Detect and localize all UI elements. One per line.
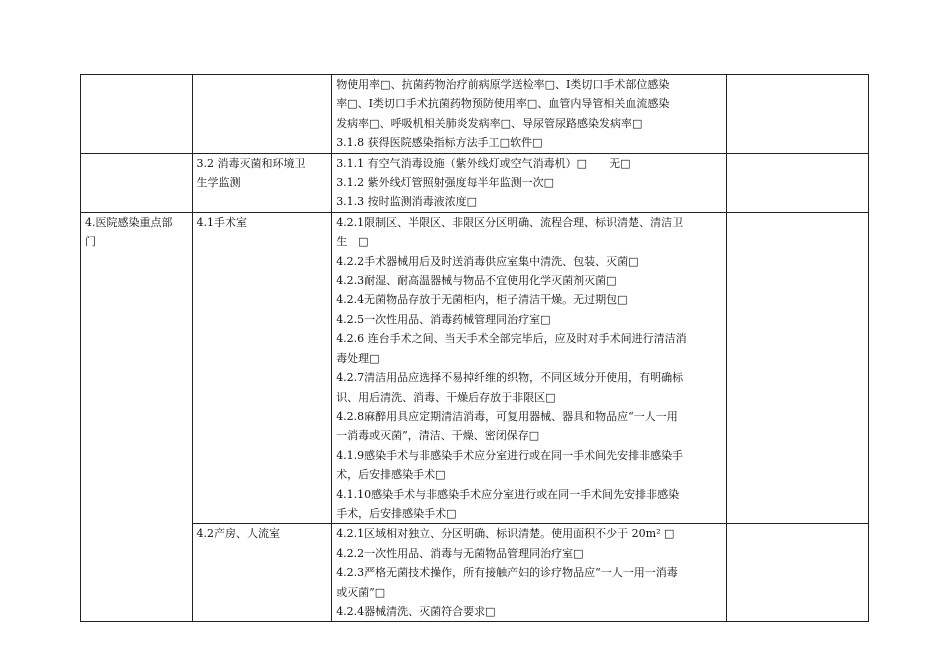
criteria-cell <box>332 75 727 154</box>
table-row <box>81 75 869 154</box>
criteria-line: 3.1.8 获得医院感染指标方法手工□软件□ <box>336 136 543 150</box>
subcategory-cell <box>192 212 332 524</box>
remarks-cell <box>727 524 869 622</box>
criteria-cell <box>332 212 727 524</box>
criteria-line: 毒处理□ <box>336 351 380 365</box>
criteria-line: 4.2.2一次性用品、消毒与无菌物品管理同治疗室□ <box>336 546 584 560</box>
criteria-line: 物使用率□、抗菌药物治疗前病原学送检率□、Ⅰ类切口手术部位感染 <box>336 78 670 91</box>
criteria-line: 4.2.1区域相对独立、分区明确、标识清楚。使用面积不少于 20m² □ <box>336 527 675 541</box>
criteria-line: 4.1.9感染手术与非感染手术应分室进行或在同一手术间先安排非感染手 <box>336 448 684 462</box>
table-row <box>81 153 869 212</box>
subcategory-cell <box>192 524 332 622</box>
criteria-cell <box>332 524 727 622</box>
category-cell <box>81 153 193 212</box>
criteria-line: 术，后安排感染手术□ <box>336 468 446 482</box>
remarks-cell <box>727 75 869 154</box>
criteria-line: 4.2.1限制区、半限区、非限区分区明确、流程合理、标识清楚、清洁卫 <box>336 215 684 229</box>
criteria-line: 4.2.4器械清洗、灭菌符合要求□ <box>336 604 496 618</box>
criteria-line: 4.2.3耐湿、耐高温器械与物品不宜使用化学灭菌剂灭菌□ <box>336 274 617 288</box>
criteria-line: 4.2.3严格无菌技术操作，所有接触产妇的诊疗物品应“一人一用一消毒 <box>336 566 678 580</box>
criteria-line: 4.2.2手术器械用后及时送消毒供应室集中清洗、包装、灭菌□ <box>336 254 639 268</box>
subcategory-cell <box>192 153 332 212</box>
subcategory-label: 4.2产房、人流室 <box>196 527 281 541</box>
remarks-cell <box>727 212 869 524</box>
subcategory-cell <box>192 75 332 154</box>
category-cell <box>81 75 193 154</box>
criteria-line: 手术，后安排感染手术□ <box>336 506 457 520</box>
criteria-line: 3.1.3 按时监测消毒液浓度□ <box>336 195 478 209</box>
category-cell <box>81 212 193 622</box>
category-line: 4.医院感染重点部 <box>85 215 173 229</box>
subcategory-line: 3.2 消毒灭菌和环境卫 <box>196 156 306 170</box>
subcategory-label: 4.1手术室 <box>196 215 248 229</box>
table-row <box>81 524 869 622</box>
criteria-line: 发病率□、呼吸机相关肺炎发病率□、导尿管尿路感染发病率□ <box>336 116 643 130</box>
criteria-line: 4.2.5一次性用品、消毒药械管理同治疗室□ <box>336 312 551 326</box>
subcategory-line: 生学监测 <box>196 176 241 190</box>
criteria-cell <box>332 153 727 212</box>
criteria-line: 率□、Ⅰ类切口手术抗菌药物预防使用率□、血管内导管相关血流感染 <box>336 97 670 111</box>
table-row <box>81 212 869 524</box>
criteria-line: 4.1.10感染手术与非感染手术应分室进行或在同一手术间先安排非感染 <box>336 487 680 501</box>
criteria-line: 生 □ <box>336 235 369 249</box>
criteria-line: 4.2.4无菌物品存放于无菌柜内，柜子清洁干燥。无过期包□ <box>336 293 628 307</box>
category-line: 门 <box>85 235 96 249</box>
criteria-line: 3.1.2 紫外线灯管照射强度每半年监测一次□ <box>336 176 555 190</box>
remarks-cell <box>727 153 869 212</box>
inspection-table <box>80 74 869 622</box>
criteria-line: 3.1.1 有空气消毒设施（紫外线灯或空气消毒机）□ 无□ <box>336 156 631 170</box>
criteria-line: 4.2.7清洁用品应选择不易掉纤维的织物，不同区域分开使用，有明确标 <box>336 371 684 385</box>
criteria-line: 识、用后清洗、消毒、干燥后存放于非限区□ <box>336 390 556 404</box>
criteria-line: 或灭菌”□ <box>336 585 386 599</box>
criteria-line: 4.2.8麻醉用具应定期清洁消毒，可复用器械、器具和物品应“一人一用 <box>336 409 678 423</box>
criteria-line: 一消毒或灭菌”，清洁、干燥、密闭保存□ <box>336 429 540 443</box>
criteria-line: 4.2.6 连台手术之间、当天手术全部完毕后，应及时对手术间进行清洁消 <box>336 332 687 346</box>
